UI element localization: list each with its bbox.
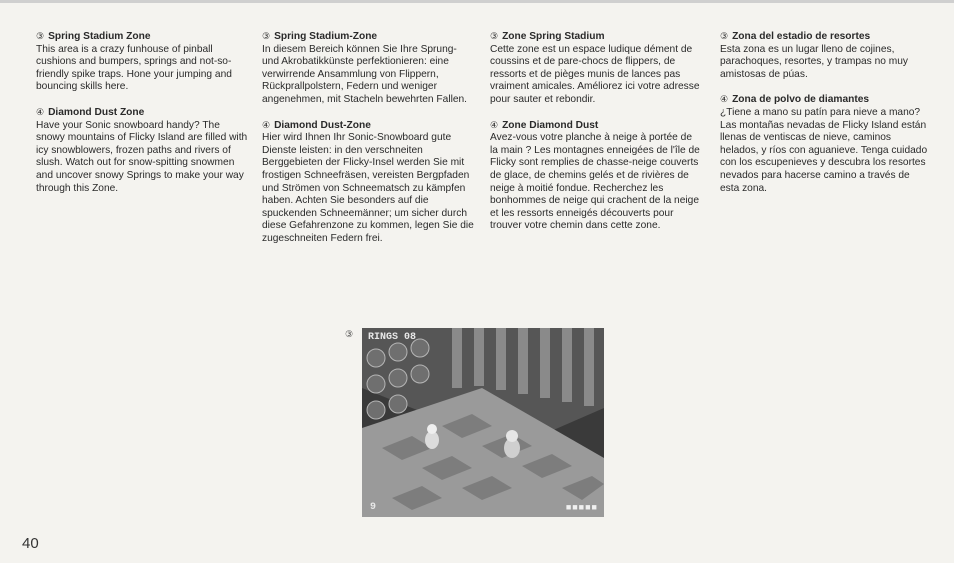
section-body: Hier wird Ihnen Ihr Sonic-Snowboard gute Dienste leisten: in den verschneiten Berggebieten der Flicky-Insel werden Sie mit frostigen Schneefräsen, vereisten Bergpfaden und Strömen von Schneematsch zu kämpfen haben. Achten Sie besonders auf die spuckenden Schneemänner; um sicher durch diese Gefahrenzone zu kommen, legen Sie die zugeschneiten Federn frei. [262,132,474,244]
game-scene-graphic [362,328,604,517]
flicky-slots-icon: ■■■■■ [565,502,598,512]
section-heading [262,30,474,44]
section-heading [490,119,702,133]
section-heading [720,93,930,107]
lives-counter [370,502,376,513]
section-diamond-dust [36,106,248,195]
section-title: Diamond Dust Zone [48,106,145,118]
column-german [262,30,474,258]
section-spring-stadium [262,30,474,107]
column-french [490,30,702,245]
section-spring-stadium [720,30,930,81]
screenshot-number: ③ [345,329,354,339]
section-number: ③ [490,31,499,41]
section-number: ③ [262,31,271,41]
page-number: 40 [22,535,39,552]
section-title: Zona del estadio de resortes [732,31,871,42]
section-heading [490,30,702,44]
section-spring-stadium [490,30,702,107]
section-body: Have your Sonic snowboard handy? The snowy mountains of Flicky Island are filled with icy snowblowers, frozen paths and rivers of slush. Watch out for snow-spitting snowmen and uncover snowy Springs to make your way through this Zone. [36,119,248,194]
section-body: This area is a crazy funhouse of pinball cushions and bumpers, springs and not-so-friendly spike traps. Hone your jumping and bouncing skills here. [36,43,232,93]
section-number: ④ [490,119,499,130]
section-number: ③ [720,31,729,41]
column-english [36,30,248,207]
section-heading [36,106,248,120]
section-number: ④ [720,94,729,105]
section-body: Avez-vous votre planche à neige à portée de la main ? Les montagnes enneigées de l'île de Flicky sont remplies de chasse-neige couverts de glace, de chemins gelés et de rivières de neige à moitié fondue. Recherchez les bonhommes de neige qui crachent de la neige et les ressorts enneigés découverts pour trouver votre chemin dans cette zone. [490,132,700,232]
section-number: ④ [262,119,271,130]
page-top-border [0,0,954,3]
section-diamond-dust [262,119,474,246]
section-body: In diesem Bereich können Sie Ihre Sprung- und Akrobatikkünste perfektionieren: eine verwirrende Ansammlung von Flippern, Rückprallpolstern, Federn und weniger angenehmen, mit Stacheln bewehrten Fallen. [262,43,468,105]
section-body: Cette zone est un espace ludique dément de coussins et de pare-chocs de flippers, de ressorts et de pièges munis de lances pas vraiment amicales. Améliorez ici votre adresse pour sauter et rebondir. [490,43,700,105]
section-diamond-dust [490,119,702,233]
section-heading [36,30,248,44]
rings-counter [368,332,416,343]
section-title: Zone Spring Stadium [502,31,605,42]
section-title: Zone Diamond Dust [502,119,599,131]
rings-label: RINGS [368,332,399,343]
section-diamond-dust [720,93,930,195]
section-number: ④ [36,106,45,117]
lives-value: 9 [370,502,377,513]
rings-value: 08 [404,332,417,343]
game-screenshot [362,328,604,517]
section-title: Zona de polvo de diamantes [732,94,870,106]
section-number: ③ [36,31,45,41]
column-spanish [720,30,930,207]
section-heading [720,30,930,44]
section-heading [262,119,474,133]
section-title: Spring Stadium Zone [48,31,151,42]
section-spring-stadium [36,30,248,94]
section-body: Esta zona es un lugar lleno de cojines, parachoques, resortes, y trampas no muy amistosas de púas. [720,43,908,80]
section-body: ¿Tiene a mano su patín para nieve a mano? Las montañas nevadas de Flicky Island están llenas de ventiscas de nieve, caminos helados, y ríos con aguanieve. Tenga cuidado con los escupenieves y descubra los resortes nevados para hacerse camino a través de esta zona. [720,106,928,194]
section-title: Spring Stadium-Zone [274,31,378,42]
section-title: Diamond Dust-Zone [274,119,371,131]
